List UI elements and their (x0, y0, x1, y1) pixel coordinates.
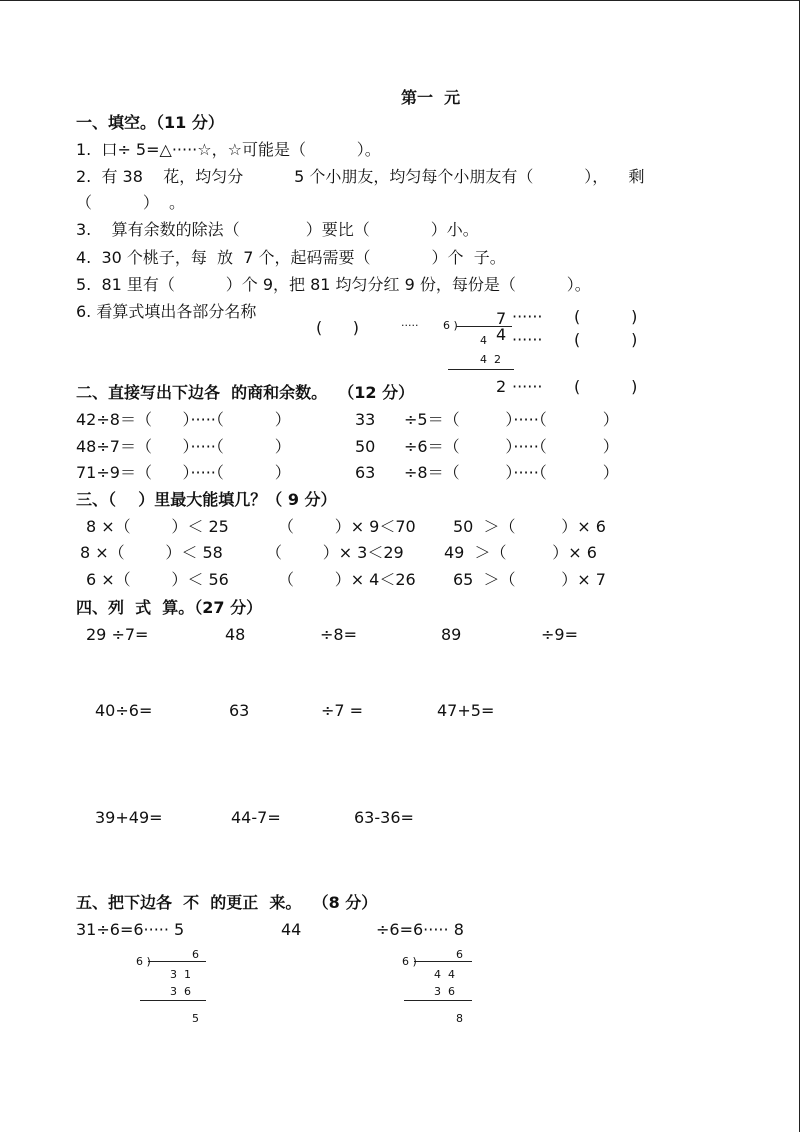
question-4: 4. 30 个桃子，每 放 7 个，起码需要（ ）个 子。 (76, 248, 506, 267)
s3-row1-col3: 50 ＞（ ）× 6 (453, 517, 606, 536)
s2-row1-num: 33 (355, 410, 376, 429)
s2-row3-num: 63 (355, 463, 376, 482)
div1-division-bar (148, 961, 206, 962)
div2-quotient: 6 (456, 948, 463, 961)
s4-expr-2-op: ÷8= (320, 625, 357, 644)
q6-dividend-digit: 4 (480, 334, 487, 347)
div2-subtract-line (404, 1000, 472, 1001)
s4-expr-5-op: ÷7 = (321, 701, 364, 720)
div2-division-bar (414, 961, 472, 962)
s3-row3-col3: 65 ＞（ ）× 7 (453, 570, 606, 589)
div1-remainder: 5 (192, 1012, 199, 1025)
page-title: 第一 元 (401, 88, 461, 107)
q6-product: 4 2 (480, 353, 501, 366)
s4-expr-5-num: 63 (229, 701, 250, 720)
question-1: 1. 口÷ 5=△·····☆，☆可能是（ ）。 (76, 140, 381, 159)
s3-row2-col1: 8 ×（ ）＜ 58 (80, 543, 223, 562)
s4-expr-7: 39+49= (95, 808, 163, 827)
section5-heading: 五、把下边各 不 的更正 来。 （8 分） (76, 893, 378, 912)
question-6-blank: ( ) (316, 318, 359, 337)
s4-expr-2-num: 48 (225, 625, 246, 644)
s3-row2-col2: （ ）× 3＜29 (266, 543, 404, 562)
question-6: 6. 看算式填出各部分名称 (76, 302, 257, 321)
s2-row3-left: 71÷9＝（ ）·····（ ） (76, 463, 291, 482)
div1-product: 3 6 (170, 985, 191, 998)
div1-quotient: 6 (192, 948, 199, 961)
q6-quotient: 7 (496, 309, 507, 328)
s2-row2-right: ÷6＝（ ）·····（ ） (404, 437, 619, 456)
s2-row2-left: 48÷7＝（ ）·····（ ） (76, 437, 291, 456)
q6-subtract-line (448, 369, 514, 370)
section4-heading: 四、列 式 算。（27 分） (76, 598, 263, 617)
s2-row1-left: 42÷8＝（ ）·····（ ） (76, 410, 291, 429)
q6-blank-1: ( ) (574, 307, 638, 326)
s4-expr-8: 44-7= (231, 808, 281, 827)
question-2-line1: 2. 有 38 花，均匀分 5 个小朋友，均匀每个小朋友有（ ）， 剩 (76, 167, 645, 186)
s2-row1-right: ÷5＝（ ）·····（ ） (404, 410, 619, 429)
section1-heading: 一、填空。（11 分） (76, 113, 224, 132)
s3-row3-col2: （ ）× 4＜26 (278, 570, 416, 589)
question-3: 3. 算有余数的除法（ ）要比（ ）小。 (76, 220, 479, 239)
section3-heading: 三、（ ）里最大能填几？（ 9 分） (76, 490, 337, 509)
q6-dots-2: ······ (512, 330, 543, 349)
s3-row1-col2: （ ）× 9＜70 (278, 517, 416, 536)
s4-expr-3-num: 89 (441, 625, 462, 644)
s4-expr-9: 63-36= (354, 808, 414, 827)
s5-equation-2: ÷6=6····· 8 (376, 920, 464, 939)
div2-product: 3 6 (434, 985, 455, 998)
s4-expr-3-op: ÷9= (541, 625, 578, 644)
s4-expr-6: 47+5= (437, 701, 495, 720)
s5-equation-2-num: 44 (281, 920, 302, 939)
q6-dividend: 4 (496, 325, 507, 344)
s3-row2-col3: 49 ＞（ ）× 6 (444, 543, 597, 562)
div2-dividend: 4 4 (434, 968, 455, 981)
q6-remainder: 2 (496, 377, 507, 396)
question-5: 5. 81 里有（ ）个 9，把 81 均匀分红 9 份，每份是（ ）。 (76, 275, 591, 294)
q6-dots-1: ······ (512, 307, 543, 326)
q6-divisor: 6 ) (443, 319, 458, 332)
div1-dividend: 3 1 (170, 968, 191, 981)
q6-blank-3: ( ) (574, 377, 638, 396)
q6-dots-left: ····· (401, 319, 419, 332)
question-2-line2: （ ） 。 (76, 193, 186, 212)
s2-row3-right: ÷8＝（ ）·····（ ） (404, 463, 619, 482)
s2-row2-num: 50 (355, 437, 376, 456)
q6-dots-3: ······ (512, 377, 543, 396)
q6-blank-2: ( ) (574, 330, 638, 349)
s4-expr-1: 29 ÷7= (86, 625, 149, 644)
s4-expr-4: 40÷6= (95, 701, 153, 720)
s3-row1-col1: 8 ×（ ）＜ 25 (86, 517, 229, 536)
div1-subtract-line (140, 1000, 206, 1001)
div2-divisor: 6 ) (402, 955, 417, 968)
div1-divisor: 6 ) (136, 955, 151, 968)
section2-heading: 二、直接写出下边各 的商和余数。 （12 分） (76, 383, 415, 402)
s5-equation-1: 31÷6=6····· 5 (76, 920, 185, 939)
s3-row3-col1: 6 ×（ ）＜ 56 (86, 570, 229, 589)
div2-remainder: 8 (456, 1012, 463, 1025)
